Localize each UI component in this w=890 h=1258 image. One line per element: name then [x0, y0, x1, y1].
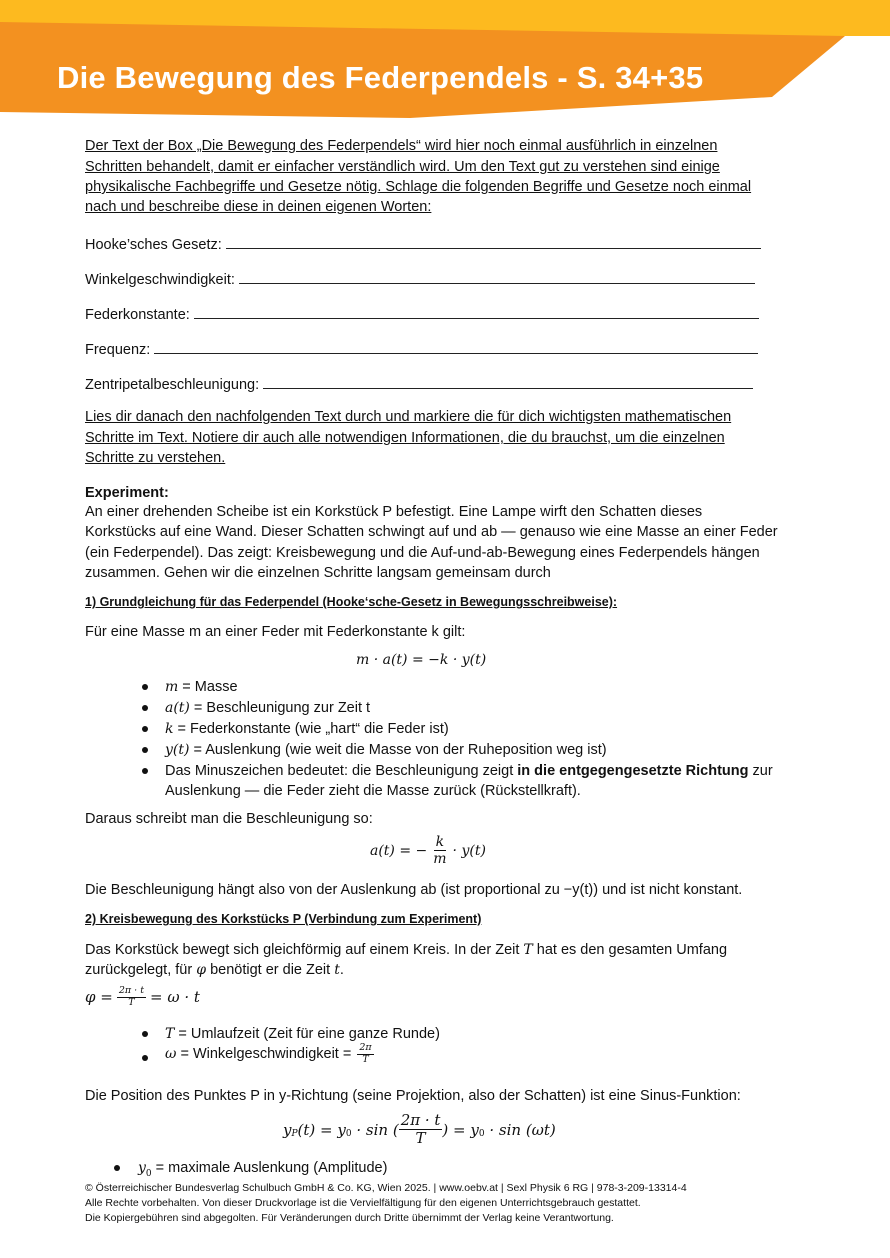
footer-line-1: © Österreichischer Bundesverlag Schulbuch GmbH & Co. KG, Wien 2025. | www.oebv.at | Sexl Physik 6 RG | 978-3-209-13314-4 — [85, 1182, 687, 1194]
footer-line-3: Die Kopiergebühren sind abgegolten. Für Veränderungen durch Dritte übernimmt der Verlag keine Verantwortung. — [85, 1212, 614, 1224]
section1-intro: Für eine Masse m an einer Feder mit Federkonstante k gilt: — [85, 624, 466, 640]
bullet-amplitude: $y_0$ = maximale Auslenkung (Amplitude) — [138, 1160, 388, 1179]
field-label: Federkonstante: — [85, 307, 194, 323]
field-label: Hooke’sches Gesetz: — [85, 237, 226, 253]
bullet-umlaufzeit: T = Umlaufzeit (Zeit für eine ganze Runde) — [165, 1026, 440, 1042]
answer-line[interactable] — [226, 234, 761, 249]
intro-line-3: physikalische Fachbegriffe und Gesetze nötig. Schlage die folgenden Begriffe und Gesetze noch einmal — [85, 179, 752, 195]
intro-line-4: nach und beschreibe diese in deinen eigenen Worten: — [85, 199, 432, 215]
answer-line[interactable] — [239, 269, 755, 284]
bullet-auslenkung: y(t) = Auslenkung (wie weit die Masse von der Ruheposition weg ist) — [165, 742, 607, 758]
instruction-line-2: Schritte im Text. Notiere dir auch alle notwendigen Informationen, die du brauchst, um die einzelnen — [85, 430, 725, 446]
field-label: Zentripetalbeschleunigung: — [85, 377, 264, 393]
bullet-masse: m = Masse — [165, 679, 238, 695]
page-title: Die Bewegung des Federpendels - S. 34+35 — [57, 60, 704, 95]
experiment-line-1: An einer drehenden Scheibe ist ein Korkstück P befestigt. Eine Lampe wirft den Schatten dieses — [85, 504, 703, 520]
field-label: Winkelgeschwindigkeit: — [85, 272, 239, 288]
experiment-line-2: Korkstücks auf eine Wand. Dieser Schatten schwingt auf und ab — genauso wie eine Masse an einer Feder — [85, 524, 778, 540]
section2-line-1: Das Korkstück bewegt sich gleichförmig auf einem Kreis. In der Zeit T hat es den gesamten Umfang — [85, 942, 728, 958]
equation-hooke: m · a(t) = −k · y(t) — [356, 652, 487, 668]
bullet — [142, 726, 148, 732]
instruction-line-3: Schritte zu verstehen. — [85, 450, 226, 466]
section2-heading: 2) Kreisbewegung des Korkstücks P (Verbindung zum Experiment) — [85, 912, 482, 926]
experiment-heading: Experiment: — [85, 485, 169, 501]
bullet — [142, 747, 148, 753]
bullet — [142, 705, 148, 711]
instruction-line-1: Lies dir danach den nachfolgenden Text durch und markiere die für dich wichtigsten mathematischen — [85, 409, 732, 425]
bullet-beschleunigung: a(t) = Beschleunigung zur Zeit t — [165, 700, 371, 716]
bullet — [142, 684, 148, 690]
equation-sine: y $_P$ (t) = y $_0$ · sin ( $\frac{2\pi \cdot t}{T}$ ) = y $_0$ · sin (ωt) — [283, 1111, 556, 1148]
bullet — [142, 768, 148, 774]
section1-then: Daraus schreibt man die Beschleunigung so: — [85, 811, 373, 827]
experiment-line-3: (ein Federpendel). Das zeigt: Kreisbewegung und die Auf-und-ab-Bewegung eines Federpendels hängen — [85, 545, 760, 561]
field-zentripetalbeschleunigung — [85, 374, 753, 393]
answer-line[interactable] — [154, 339, 758, 354]
footer-line-2: Alle Rechte vorbehalten. Von dieser Druckvorlage ist die Vervielfältigung für den eigenen Unterrichtsgebrauch gestattet. — [85, 1197, 641, 1209]
equation-acceleration: a(t) = − $\frac{k}{m}$ · y(t) — [370, 834, 486, 868]
field-hooke — [85, 234, 761, 253]
intro-line-2: Schritten behandelt, damit er einfacher verständlich wird. Um den Text gut zu verstehen sind einige — [85, 159, 720, 175]
equation-phi: φ = $\frac{2\pi \cdot t}{T}$ = ω · t — [85, 985, 200, 1008]
bullet-winkelgeschwindigkeit: ω = Winkelgeschwindigkeit = $\frac{2\pi}{T}$ — [165, 1042, 372, 1065]
section1-conclusion: Die Beschleunigung hängt also von der Auslenkung ab (ist proportional zu −y(t)) und ist nicht konstant. — [85, 882, 743, 898]
bullet — [142, 1055, 148, 1061]
bullet-minuszeichen: Das Minuszeichen bedeutet: die Beschleunigung zeigt in die entgegengesetzte Richtung zur — [165, 763, 773, 779]
answer-line[interactable] — [194, 304, 759, 319]
intro-line-1: Der Text der Box „Die Bewegung des Federpendels“ wird hier noch einmal ausführlich in einzelnen — [85, 138, 718, 154]
field-federkonstante — [85, 304, 759, 323]
section2-line-2: zurückgelegt, für φ benötigt er die Zeit t. — [85, 962, 344, 978]
bullet-minuszeichen-line2: Auslenkung — die Feder zieht die Masse zurück (Rückstellkraft). — [165, 783, 581, 799]
experiment-line-4: zusammen. Gehen wir die einzelnen Schritte langsam gemeinsam durch — [85, 565, 551, 581]
section2-position: Die Position des Punktes P in y-Richtung (seine Projektion, also der Schatten) ist eine Sinus-Funktion: — [85, 1088, 741, 1104]
answer-line[interactable] — [263, 374, 753, 389]
field-frequenz — [85, 339, 758, 358]
bullet-federkonstante: k = Federkonstante (wie „hart“ die Feder ist) — [165, 721, 449, 737]
section1-heading: 1) Grundgleichung für das Federpendel (Hooke‘sche-Gesetz in Bewegungsschreibweise): — [85, 595, 618, 609]
field-winkelgeschwindigkeit — [85, 269, 755, 288]
bullet — [114, 1165, 120, 1171]
field-label: Frequenz: — [85, 342, 155, 358]
bullet — [142, 1031, 148, 1037]
